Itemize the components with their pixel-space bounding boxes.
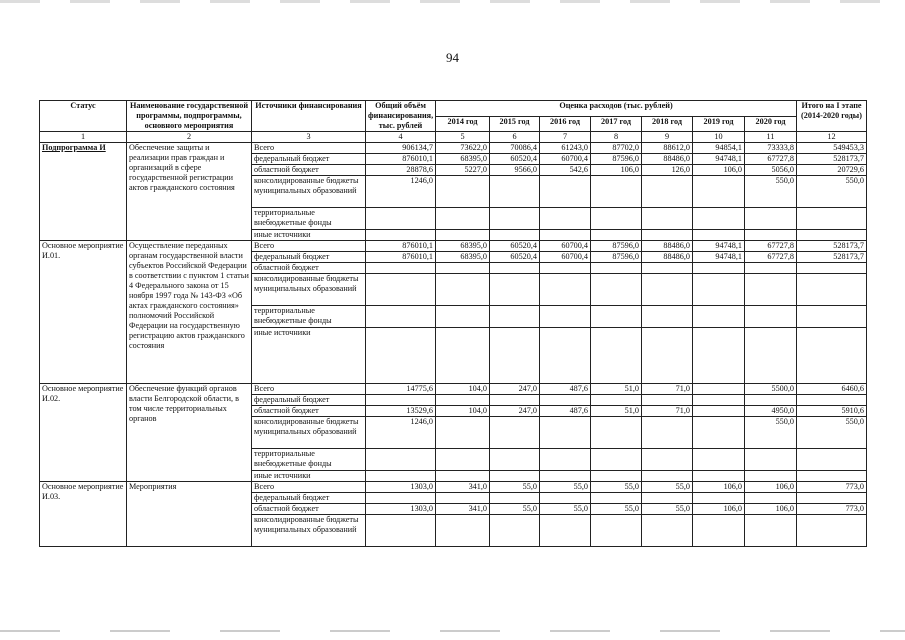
row-value: 87596,0: [591, 241, 642, 252]
row-value: [745, 471, 797, 482]
row-value: [745, 274, 797, 306]
row-value: [693, 176, 745, 208]
row-value: [366, 208, 436, 230]
row-source: Всего: [252, 384, 366, 395]
row-value: [540, 395, 591, 406]
row-value: [797, 449, 867, 471]
column-number: 12: [797, 132, 867, 143]
row-value: [490, 515, 540, 547]
row-value: 70086,4: [490, 143, 540, 154]
row-value: 88486,0: [642, 241, 693, 252]
column-number-row: [40, 132, 867, 143]
row-value: 14775,6: [366, 384, 436, 395]
table-row: [40, 482, 867, 493]
header-row-1: [40, 101, 867, 117]
scan-edge-top: [0, 0, 905, 3]
row-value: [490, 417, 540, 449]
row-source: федеральный бюджет: [252, 252, 366, 263]
row-value: 247,0: [490, 384, 540, 395]
row-source: федеральный бюджет: [252, 395, 366, 406]
row-value: 487,6: [540, 384, 591, 395]
header-year: 2014 год: [436, 116, 490, 132]
row-value: [797, 274, 867, 306]
row-value: 5056,0: [745, 165, 797, 176]
row-value: 550,0: [797, 417, 867, 449]
column-number: 2: [127, 132, 252, 143]
row-value: [591, 493, 642, 504]
row-value: 104,0: [436, 384, 490, 395]
row-value: 73333,8: [745, 143, 797, 154]
column-number: 9: [642, 132, 693, 143]
row-value: 67727,8: [745, 154, 797, 165]
row-value: [591, 328, 642, 384]
row-value: 773,0: [797, 504, 867, 515]
row-name: Осуществление переданных органам государственной власти субъектов Российской Федерации в соответствии с пунктом 1 статьи 4 Федерального закона от 15 ноября 1997 года № 143-ФЗ «Об актах гражданского состояния» полномочий Российской Федерации на государственную регистрацию актов гражданского состояния: [127, 241, 252, 384]
row-value: [642, 230, 693, 241]
row-value: [693, 493, 745, 504]
row-value: [642, 328, 693, 384]
row-name: Обеспечение функций органов власти Белгородской области, в том числе территориальных органов: [127, 384, 252, 482]
row-value: 60700,4: [540, 241, 591, 252]
row-value: 88486,0: [642, 252, 693, 263]
row-value: 549453,3: [797, 143, 867, 154]
row-value: 55,0: [490, 504, 540, 515]
row-value: [540, 176, 591, 208]
row-value: [591, 417, 642, 449]
row-value: 528173,7: [797, 154, 867, 165]
row-value: 55,0: [642, 482, 693, 493]
row-value: [490, 230, 540, 241]
row-value: [436, 328, 490, 384]
row-value: [540, 417, 591, 449]
row-value: 87596,0: [591, 154, 642, 165]
row-value: 247,0: [490, 406, 540, 417]
row-value: [797, 493, 867, 504]
row-value: [436, 176, 490, 208]
row-status: Основное мероприятие И.02.: [40, 384, 127, 482]
row-value: [366, 263, 436, 274]
row-value: [591, 230, 642, 241]
header-year: 2017 год: [591, 116, 642, 132]
row-value: 55,0: [642, 504, 693, 515]
row-value: [490, 449, 540, 471]
row-value: 550,0: [797, 176, 867, 208]
row-value: 876010,1: [366, 241, 436, 252]
row-value: [366, 493, 436, 504]
header-estimate: Оценка расходов (тыс. рублей): [436, 101, 797, 117]
header-itogo: Итого на I этапе (2014-2020 годы): [797, 101, 867, 132]
scan-edge-bottom: [0, 630, 905, 632]
header-year: 2018 год: [642, 116, 693, 132]
row-value: [693, 449, 745, 471]
row-value: [540, 274, 591, 306]
row-value: [693, 395, 745, 406]
row-source: областной бюджет: [252, 165, 366, 176]
row-value: [490, 328, 540, 384]
row-value: [436, 417, 490, 449]
column-number: 5: [436, 132, 490, 143]
row-value: [797, 471, 867, 482]
row-value: [642, 274, 693, 306]
budget-table: [39, 100, 867, 547]
row-value: [693, 471, 745, 482]
row-value: [591, 449, 642, 471]
row-name: Обеспечение защиты и реализации прав граждан и организаций в сфере государственной регистрации актов гражданского состояния: [127, 143, 252, 241]
row-value: 4950,0: [745, 406, 797, 417]
row-source: иные источники: [252, 471, 366, 482]
row-value: [797, 263, 867, 274]
row-value: [693, 274, 745, 306]
row-value: 55,0: [540, 482, 591, 493]
row-value: [436, 306, 490, 328]
table-body: [40, 143, 867, 547]
row-value: [436, 395, 490, 406]
row-value: [642, 263, 693, 274]
row-value: 106,0: [745, 504, 797, 515]
header-year: 2020 год: [745, 116, 797, 132]
row-value: [591, 274, 642, 306]
row-value: [436, 515, 490, 547]
row-value: [490, 274, 540, 306]
row-value: [693, 384, 745, 395]
row-value: [591, 395, 642, 406]
row-value: [745, 306, 797, 328]
row-source: консолидированные бюджеты муниципальных образований: [252, 515, 366, 547]
row-value: 5910,6: [797, 406, 867, 417]
row-value: 906134,7: [366, 143, 436, 154]
row-value: 71,0: [642, 406, 693, 417]
row-value: [366, 230, 436, 241]
row-value: [436, 274, 490, 306]
header-sources: Источники финансирования: [252, 101, 366, 132]
row-source: иные источники: [252, 328, 366, 384]
row-value: 106,0: [591, 165, 642, 176]
row-value: [745, 515, 797, 547]
row-value: [436, 208, 490, 230]
row-value: [591, 471, 642, 482]
row-value: [693, 417, 745, 449]
row-value: [797, 395, 867, 406]
row-source: консолидированные бюджеты муниципальных образований: [252, 417, 366, 449]
row-value: [745, 263, 797, 274]
row-value: [540, 306, 591, 328]
row-source: территориальные внебюджетные фонды: [252, 449, 366, 471]
row-value: 876010,1: [366, 252, 436, 263]
row-value: [693, 263, 745, 274]
row-value: [642, 417, 693, 449]
row-value: [591, 208, 642, 230]
row-value: 528173,7: [797, 252, 867, 263]
row-value: [797, 208, 867, 230]
header-status: Статус: [40, 101, 127, 132]
header-year: 2019 год: [693, 116, 745, 132]
row-value: [642, 493, 693, 504]
row-value: [366, 515, 436, 547]
row-value: 71,0: [642, 384, 693, 395]
row-value: 61243,0: [540, 143, 591, 154]
row-value: 94854,1: [693, 143, 745, 154]
row-value: [540, 230, 591, 241]
row-value: [745, 208, 797, 230]
row-value: [540, 515, 591, 547]
row-source: консолидированные бюджеты муниципальных образований: [252, 274, 366, 306]
row-value: [642, 449, 693, 471]
row-value: [490, 395, 540, 406]
row-value: [642, 471, 693, 482]
row-value: 106,0: [693, 165, 745, 176]
row-value: [591, 263, 642, 274]
row-value: 88612,0: [642, 143, 693, 154]
row-value: 104,0: [436, 406, 490, 417]
row-value: [642, 515, 693, 547]
row-value: [490, 263, 540, 274]
row-value: 87596,0: [591, 252, 642, 263]
row-value: 60520,4: [490, 252, 540, 263]
row-source: федеральный бюджет: [252, 154, 366, 165]
row-source: территориальные внебюджетные фонды: [252, 306, 366, 328]
row-value: [490, 493, 540, 504]
row-value: [693, 328, 745, 384]
row-value: [745, 230, 797, 241]
row-value: [797, 306, 867, 328]
row-value: [366, 395, 436, 406]
row-value: 87702,0: [591, 143, 642, 154]
row-value: 13529,6: [366, 406, 436, 417]
row-value: [745, 449, 797, 471]
row-value: 876010,1: [366, 154, 436, 165]
row-source: Всего: [252, 241, 366, 252]
row-value: [745, 395, 797, 406]
row-value: [540, 208, 591, 230]
row-value: [693, 230, 745, 241]
row-value: 20729,6: [797, 165, 867, 176]
row-value: 68395,0: [436, 241, 490, 252]
row-value: 1303,0: [366, 504, 436, 515]
row-value: 55,0: [490, 482, 540, 493]
row-value: 51,0: [591, 384, 642, 395]
row-value: 88486,0: [642, 154, 693, 165]
column-number: 6: [490, 132, 540, 143]
column-number: 10: [693, 132, 745, 143]
row-source: Всего: [252, 482, 366, 493]
row-value: [436, 493, 490, 504]
row-value: 126,0: [642, 165, 693, 176]
row-value: 341,0: [436, 504, 490, 515]
row-value: [797, 230, 867, 241]
row-value: [642, 176, 693, 208]
row-value: [540, 328, 591, 384]
row-source: федеральный бюджет: [252, 493, 366, 504]
table-row: [40, 384, 867, 395]
row-value: 55,0: [591, 482, 642, 493]
row-value: 550,0: [745, 176, 797, 208]
row-value: [642, 208, 693, 230]
row-value: 542,6: [540, 165, 591, 176]
row-value: [797, 515, 867, 547]
row-value: 106,0: [745, 482, 797, 493]
row-value: 550,0: [745, 417, 797, 449]
row-value: 9566,0: [490, 165, 540, 176]
row-value: [591, 515, 642, 547]
row-value: 528173,7: [797, 241, 867, 252]
row-value: [366, 471, 436, 482]
row-value: 1303,0: [366, 482, 436, 493]
row-value: 60700,4: [540, 154, 591, 165]
row-value: [366, 306, 436, 328]
column-number: 4: [366, 132, 436, 143]
row-value: [693, 208, 745, 230]
row-value: [591, 176, 642, 208]
row-value: [436, 471, 490, 482]
row-value: [693, 406, 745, 417]
row-value: 94748,1: [693, 154, 745, 165]
row-value: [642, 306, 693, 328]
row-value: [540, 449, 591, 471]
table-row: [40, 241, 867, 252]
row-value: 51,0: [591, 406, 642, 417]
row-value: 60520,4: [490, 154, 540, 165]
row-value: 73622,0: [436, 143, 490, 154]
row-value: 28878,6: [366, 165, 436, 176]
row-value: 55,0: [540, 504, 591, 515]
row-value: [797, 328, 867, 384]
row-value: 1246,0: [366, 417, 436, 449]
row-source: иные источники: [252, 230, 366, 241]
row-status: Основное мероприятие И.03.: [40, 482, 127, 547]
row-source: территориальные внебюджетные фонды: [252, 208, 366, 230]
column-number: 1: [40, 132, 127, 143]
row-value: [490, 306, 540, 328]
column-number: 8: [591, 132, 642, 143]
row-value: 106,0: [693, 504, 745, 515]
row-status: Подпрограмма И: [40, 143, 127, 241]
row-value: [591, 306, 642, 328]
row-value: 68395,0: [436, 154, 490, 165]
row-source: Всего: [252, 143, 366, 154]
row-value: 67727,8: [745, 252, 797, 263]
row-value: [745, 493, 797, 504]
row-value: [540, 471, 591, 482]
row-value: [745, 328, 797, 384]
row-name: Мероприятия: [127, 482, 252, 547]
row-value: 94748,1: [693, 252, 745, 263]
row-value: [540, 493, 591, 504]
row-value: [436, 230, 490, 241]
row-value: [490, 471, 540, 482]
row-value: [490, 176, 540, 208]
column-number: 11: [745, 132, 797, 143]
row-value: 60520,4: [490, 241, 540, 252]
row-status: Основное мероприятие И.01.: [40, 241, 127, 384]
row-value: 773,0: [797, 482, 867, 493]
row-value: [366, 274, 436, 306]
row-value: 67727,8: [745, 241, 797, 252]
row-value: [490, 208, 540, 230]
row-value: 487,6: [540, 406, 591, 417]
row-value: 341,0: [436, 482, 490, 493]
row-value: 5227,0: [436, 165, 490, 176]
row-value: 94748,1: [693, 241, 745, 252]
row-value: [540, 263, 591, 274]
column-number: 3: [252, 132, 366, 143]
row-value: [436, 449, 490, 471]
header-year: 2015 год: [490, 116, 540, 132]
row-source: областной бюджет: [252, 263, 366, 274]
header-total-volume: Общий объём финансирования, тыс. рублей: [366, 101, 436, 132]
row-value: [366, 328, 436, 384]
table-row: [40, 143, 867, 154]
header-name: Наименование государственной программы, подпрограммы, основного мероприятия: [127, 101, 252, 132]
row-source: областной бюджет: [252, 406, 366, 417]
row-value: [693, 306, 745, 328]
row-value: [642, 395, 693, 406]
row-value: 60700,4: [540, 252, 591, 263]
header-year: 2016 год: [540, 116, 591, 132]
row-value: 1246,0: [366, 176, 436, 208]
row-source: областной бюджет: [252, 504, 366, 515]
row-value: 68395,0: [436, 252, 490, 263]
row-value: 55,0: [591, 504, 642, 515]
row-value: 5500,0: [745, 384, 797, 395]
row-value: [693, 515, 745, 547]
page-number: 94: [446, 50, 459, 65]
row-value: 106,0: [693, 482, 745, 493]
row-value: 6460,6: [797, 384, 867, 395]
row-value: [436, 263, 490, 274]
row-value: [366, 449, 436, 471]
column-number: 7: [540, 132, 591, 143]
row-source: консолидированные бюджеты муниципальных образований: [252, 176, 366, 208]
